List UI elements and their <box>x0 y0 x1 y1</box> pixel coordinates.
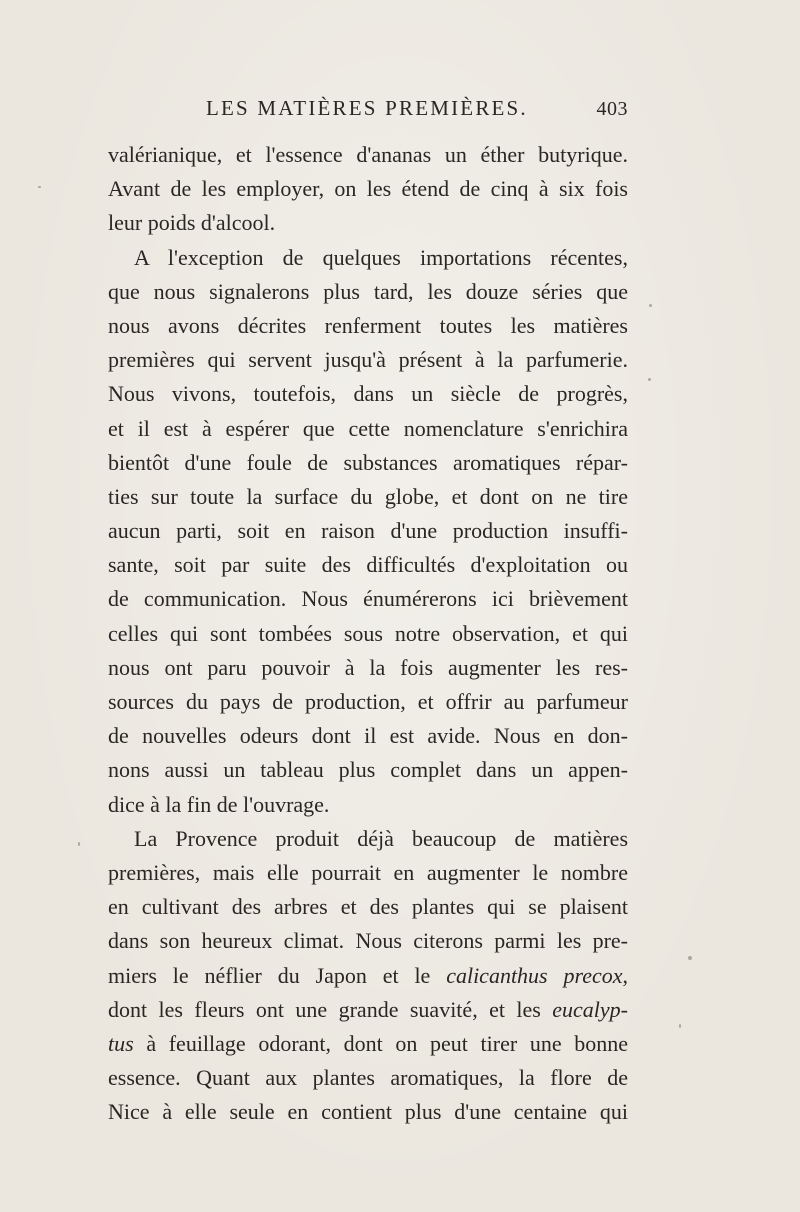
body-text <box>108 138 628 1129</box>
paper-speck <box>649 304 652 307</box>
text-run: miers le néflier du Japon et le <box>108 962 431 988</box>
text-line: premières, mais elle pourrait en augmenter le nombre <box>108 859 628 885</box>
paper-speck <box>679 1024 681 1028</box>
text-line: ties sur toute la surface du globe, et dont on ne tire <box>108 483 628 509</box>
text-line: dice à la fin de l'ouvrage. <box>108 791 330 817</box>
text-line: sante, soit par suite des difficultés d'exploitation ou <box>108 552 628 578</box>
text-line: que nous signalerons plus tard, les douze séries que <box>108 278 628 304</box>
text-line: Avant de les employer, on les étend de cinq à six fois <box>108 176 628 202</box>
text-line: premières qui servent jusqu'à présent à la parfumerie. <box>108 347 628 373</box>
text-line: La Provence produit déjà beaucoup de matières <box>134 825 628 851</box>
text-line: et il est à espérer que cette nomenclature s'enrichira <box>108 415 628 441</box>
text-line: en cultivant des arbres et des plantes qui se plaisent <box>108 894 628 920</box>
text-line: leur poids d'alcool. <box>108 210 276 236</box>
text-line: valérianique, et l'essence d'ananas un éther butyrique. <box>108 142 628 167</box>
text-line: essence. Quant aux plantes aromatiques, la flore de <box>108 1065 628 1091</box>
text-line: Nice à elle seule en contient plus d'une centaine qui <box>108 1099 628 1125</box>
text-line <box>108 959 628 993</box>
paper-speck <box>688 956 692 960</box>
italic-term: calicanthus precox <box>446 962 623 988</box>
text-line: A l'exception de quelques importations récentes, <box>134 244 628 270</box>
text-run: , <box>622 962 629 988</box>
text-line: bientôt d'une foule de substances aromatiques répar- <box>108 449 628 475</box>
page-number: 403 <box>596 98 628 120</box>
italic-term: eucalyp- <box>552 996 628 1022</box>
text-line: nous ont paru pouvoir à la fois augmenter les res- <box>108 654 628 680</box>
italic-term: tus <box>108 1030 134 1056</box>
text-line: nous avons décrites renferment toutes les matières <box>108 312 628 338</box>
text-run: dont les fleurs ont une grande suavité, et les <box>108 996 541 1022</box>
text-line: dans son heureux climat. Nous citerons parmi les pre- <box>108 928 628 954</box>
paper-speck <box>648 378 651 381</box>
text-line <box>108 993 628 1027</box>
text-line: de nouvelles odeurs dont il est avide. Nous en don- <box>108 723 628 749</box>
text-line: de communication. Nous énumérerons ici brièvement <box>108 586 628 612</box>
page-header <box>108 96 628 136</box>
text-line: Nous vivons, toutefois, dans un siècle de progrès, <box>108 381 628 407</box>
text-line: sources du pays de production, et offrir au parfumeur <box>108 689 628 714</box>
paper-speck <box>38 186 41 188</box>
running-head: LES MATIÈRES PREMIÈRES. <box>206 96 528 120</box>
text-run: à feuillage odorant, dont on peut tirer une bonne <box>146 1030 628 1056</box>
text-line <box>108 1027 628 1061</box>
text-line: nons aussi un tableau plus complet dans un appen- <box>108 757 628 783</box>
text-line: celles qui sont tombées sous notre observation, et qui <box>108 620 628 646</box>
text-line: aucun parti, soit en raison d'une production insuffi- <box>108 518 628 544</box>
paper-speck <box>78 842 80 846</box>
